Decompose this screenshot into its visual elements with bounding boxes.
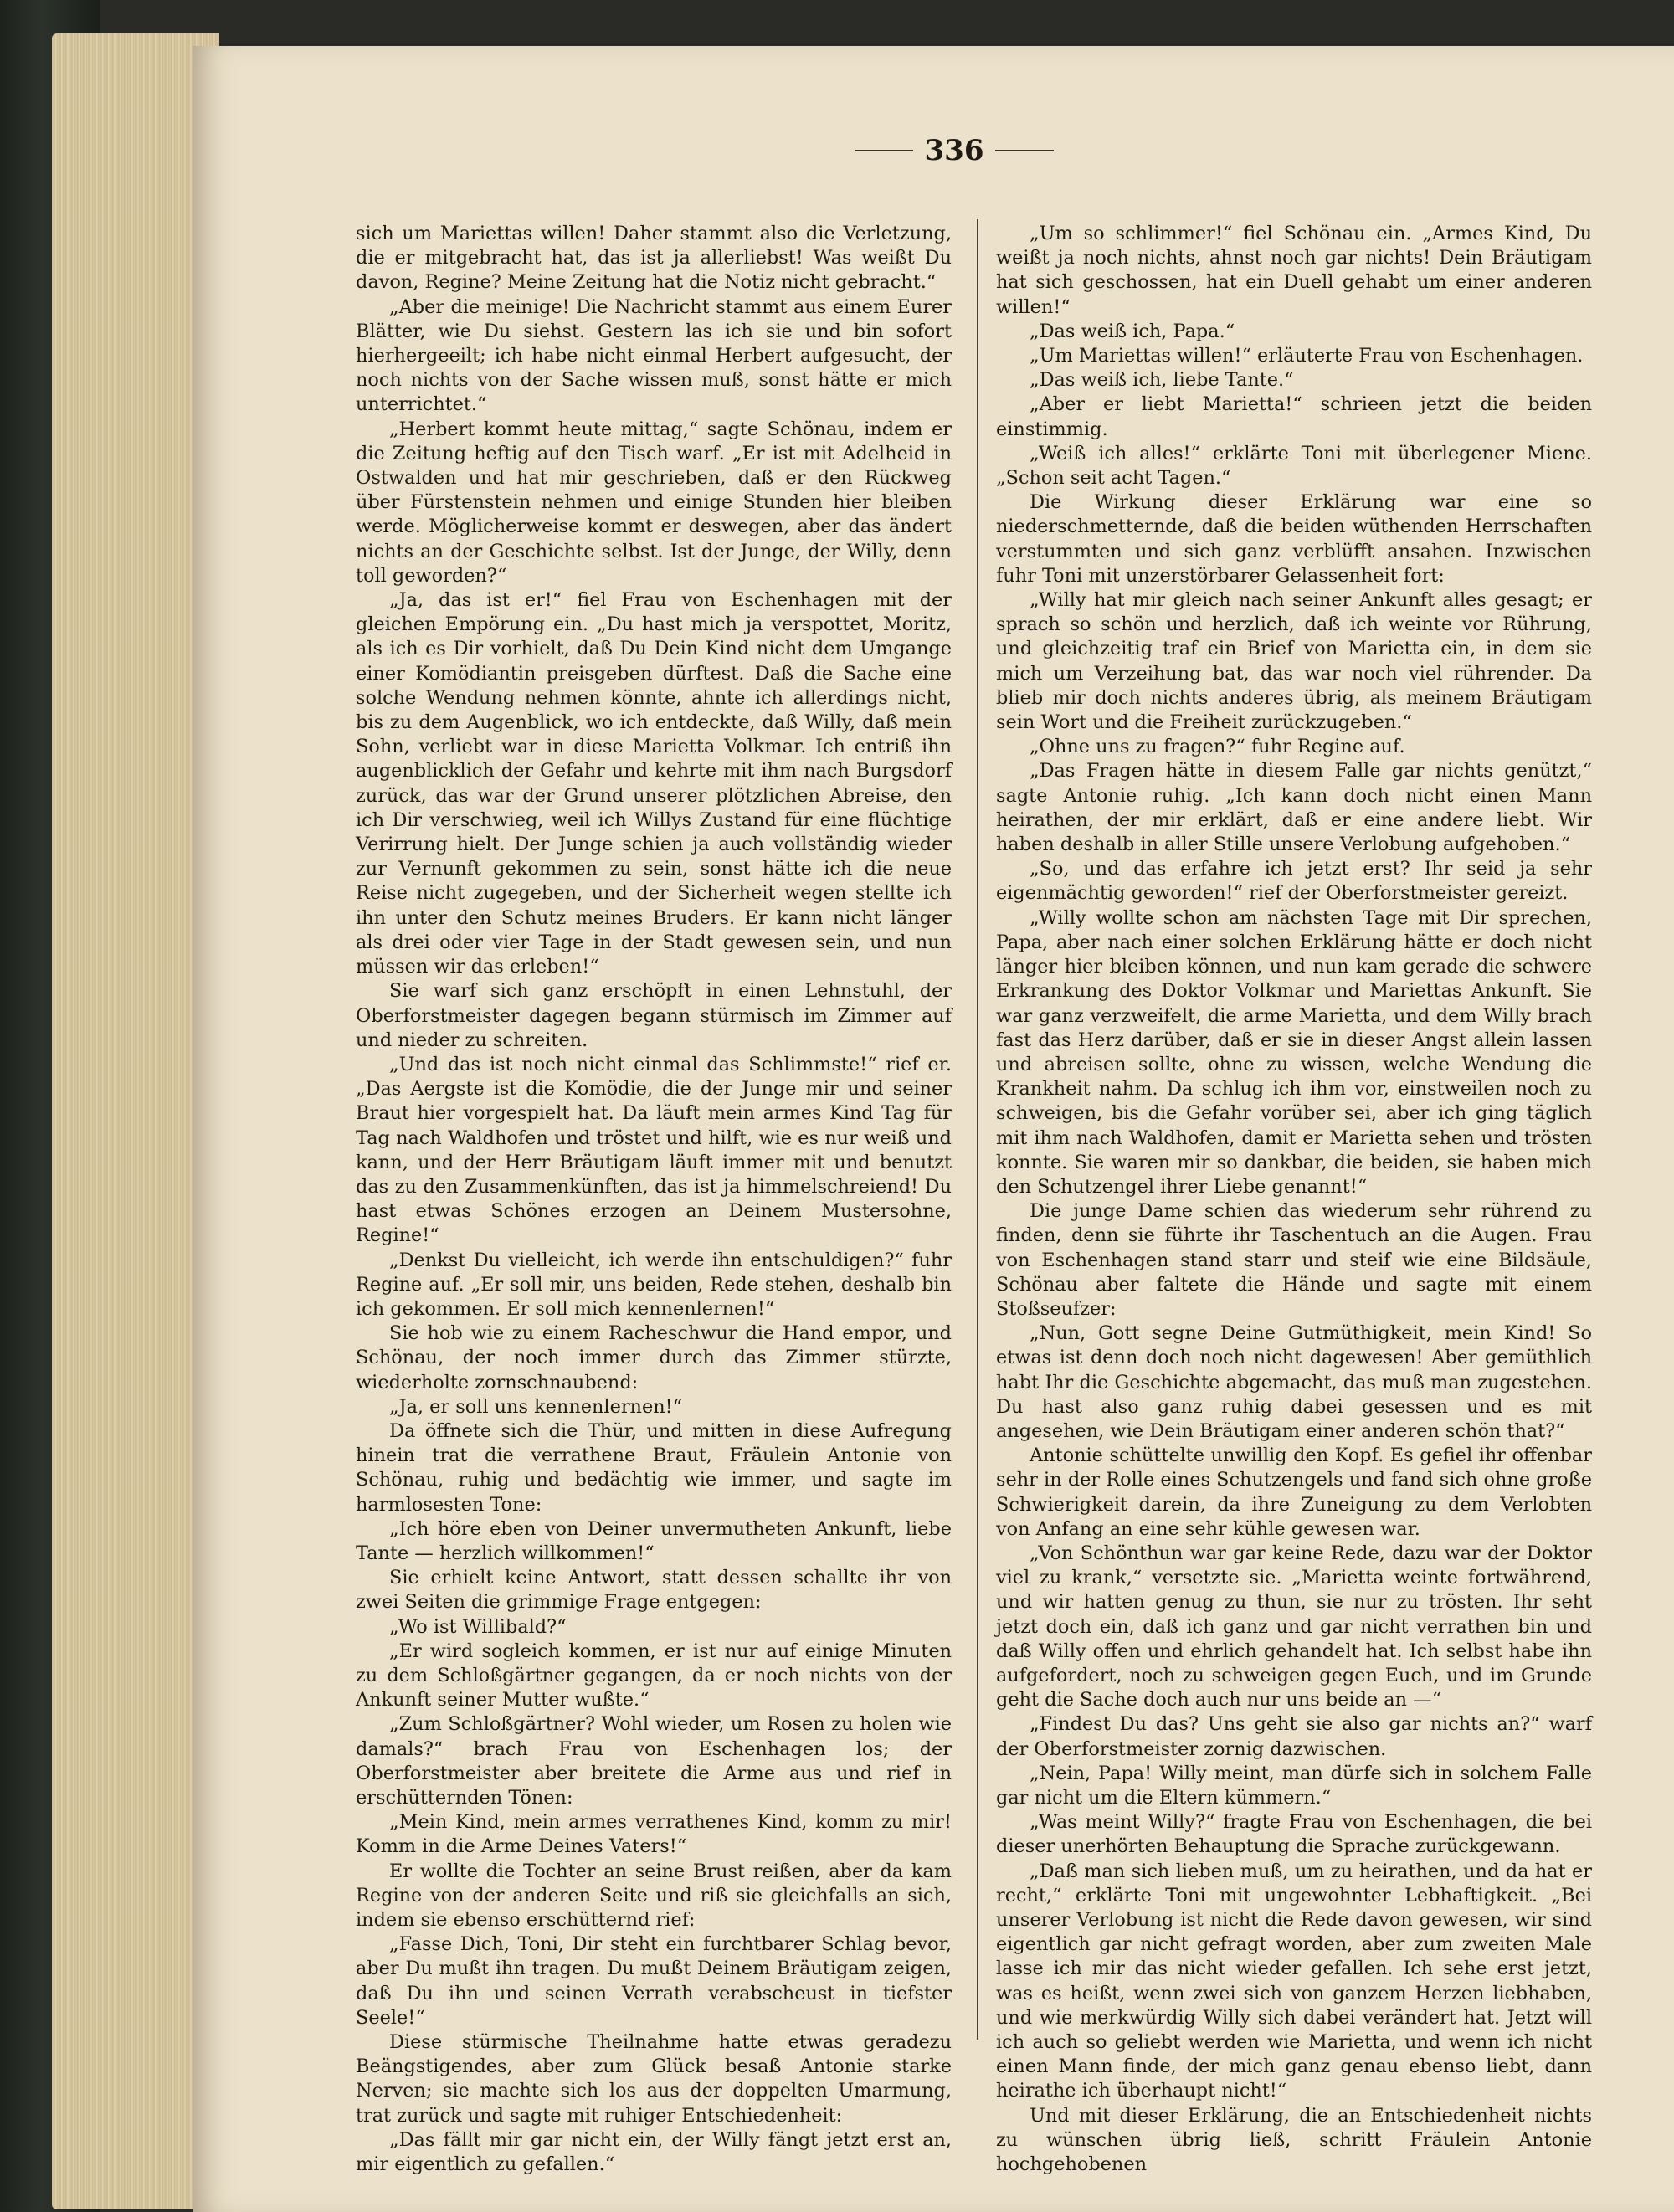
paragraph: Diese stürmische Theilnahme hatte etwas geradezu Beängstigendes, aber zum Glück besaß Antonie starke Nerven; sie machte sich los aus der doppelten Umarmung, trat zurück und sagte mit ruhiger Entschiedenheit: <box>356 2031 952 2127</box>
paragraph: „Ja, das ist er!“ fiel Frau von Eschenhagen mit der gleichen Empörung ein. „Du hast mich ja verspottet, Moritz, als ich es Dir vorhielt, daß Du Dein Kind nicht dem Umgange einer Komödiantin preisgeben dürftest. Daß die Sache eine solche Wendung nehmen könnte, ahnte ich allerdings nicht, bis zu dem Augenblick, wo ich entdeckte, daß Willy, daß mein Sohn, verliebt war in diese Marietta Volkmar. Ich entriß ihn augenblicklich der Gefahr und kehrte mit ihm nach Burgsdorf zurück, das war der Grund unserer plötzlichen Abreise, den ich Dir verschwieg, weil ich Willys Zustand für eine flüchtige Verirrung hielt. Der Junge schien ja auch vollständig wieder zur Vernunft gekommen zu sein, sonst hätte ich die neue Reise nicht zugegeben, und der Sicherheit wegen stellte ich ihn unter den Schutz meines Bruders. Er kann nicht länger als drei oder vier Tage in der Stadt gewesen sein, und nun müssen wir das erleben!“ <box>356 589 952 978</box>
paragraph: Er wollte die Tochter an seine Brust reißen, aber da kam Regine von der anderen Seite und riß sie gleichfalls an sich, indem sie ebenso erschütternd rief: <box>356 1860 952 1932</box>
paragraph: „Das weiß ich, liebe Tante.“ <box>1030 369 1294 392</box>
paragraph: „Willy wollte schon am nächsten Tage mit Dir sprechen, Papa, aber nach einer solchen Erklärung hätte er doch nicht länger hier bleiben können, und nun kam gerade die schwere Erkrankung des Doktor Volkmar und Mariettas Ankunft. Sie war ganz verzweifelt, die arme Marietta, und dem Willy brach fast das Herz darüber, daß er sie in dieser Angst allein lassen und abreisen sollte, ohne zu wissen, welche Wendung die Krankheit nahm. Da schlug ich ihm vor, einstweilen noch zu schweigen, bis die Gefahr vorüber sei, aber ich ging täglich mit ihm nach Waldhofen, damit er Marietta sehen und trösten konnte. Sie waren mir so dankbar, die beiden, sie haben mich den Schutzengel ihrer Liebe genannt!“ <box>996 906 1592 1198</box>
header-rule-right <box>995 150 1054 151</box>
right-column <box>996 222 1592 2177</box>
paragraph: „Fasse Dich, Toni, Dir steht ein furchtbarer Schlag bevor, aber Du mußt ihn tragen. Du mußt Deinem Bräutigam zeigen, daß Du ihn und seinen Verrath verabscheust in tiefster Seele!“ <box>356 1933 952 2029</box>
paragraph: „Was meint Willy?“ fragte Frau von Eschenhagen, die bei dieser unerhörten Behauptung die Sprache zurückgewann. <box>996 1811 1592 1858</box>
paragraph: „Von Schönthun war gar keine Rede, dazu war der Doktor viel zu krank,“ versetzte sie. „Marietta weinte fortwährend, und wir hatten genug zu thun, sie nur zu trösten. Ihr seht jetzt doch ein, daß ich ganz und gar nicht verrathen bin und daß Willy offen und ehrlich gehandelt hat. Ich selbst habe ihn aufgefordert, noch zu schweigen gegen Euch, und im Grunde geht die Sache doch auch nur uns beide an —“ <box>996 1542 1592 1712</box>
paragraph: „Um so schlimmer!“ fiel Schönau ein. „Armes Kind, Du weißt ja noch nichts, ahnst noch gar nichts! Dein Bräutigam hat sich geschossen, hat ein Duell gehabt um einer anderen willen!“ <box>996 223 1592 318</box>
paragraph: Sie warf sich ganz erschöpft in einen Lehnstuhl, der Oberforstmeister dagegen begann stürmisch im Zimmer auf und nieder zu schreiten. <box>356 980 952 1051</box>
page-header <box>837 134 1071 167</box>
paragraph: „Und das ist noch nicht einmal das Schlimmste!“ rief er. „Das Aergste ist die Komödie, die der Junge mir und seiner Braut hier vorgespielt hat. Da läuft mein armes Kind Tag für Tag nach Waldhofen und tröstet und hilft, wie es nur weiß und kann, und der Herr Bräutigam läuft immer mit und benutzt das zu den Zusammenkünften, das ist ja himmelschreiend! Du hast etwas Schönes erzogen an Deinem Mustersohne, Regine!“ <box>356 1053 952 1247</box>
header-rule-left <box>855 150 913 151</box>
page-number: 336 <box>924 134 984 167</box>
paragraph: „Das weiß ich, Papa.“ <box>1030 320 1235 342</box>
paragraph: „Weiß ich alles!“ erklärte Toni mit überlegener Miene. „Schon seit acht Tagen.“ <box>996 442 1592 490</box>
paragraph: „Das fällt mir gar nicht ein, der Willy fängt jetzt erst an, mir eigentlich zu gefallen.“ <box>356 2128 952 2176</box>
paragraph: „Daß man sich lieben muß, um zu heirathen, und da hat er recht,“ erklärte Toni mit ungewohnter Lebhaftigkeit. „Bei unserer Verlobung ist nicht die Rede davon gewesen, wir sind eigentlich gar nicht gefragt worden, aber zum zweiten Male lasse ich mir das nicht wieder gefallen. Ich sehe erst jetzt, was es heißt, wenn zwei sich von ganzem Herzen liebhaben, und wie merkwürdig Willy sich dabei verändert hat. Jetzt will ich auch so geliebt werden wie Marietta, und wenn ich nicht einen Mann finde, der mich ganz genau ebenso liebt, dann heirathe ich überhaupt nicht!“ <box>996 1860 1592 2102</box>
paragraph: „Denkst Du vielleicht, ich werde ihn entschuldigen?“ fuhr Regine auf. „Er soll mir, uns beiden, Rede stehen, deshalb bin ich gekommen. Er soll mich kennenlernen!“ <box>356 1249 952 1320</box>
paragraph: „Das Fragen hätte in diesem Falle gar nichts genützt,“ sagte Antonie ruhig. „Ich kann doch nicht einen Mann heirathen, der mir erklärt, daß er eine andere liebt. Wir haben deshalb in aller Stille unsere Verlobung aufgehoben.“ <box>996 760 1592 856</box>
paragraph: „Um Mariettas willen!“ erläuterte Frau von Eschenhagen. <box>1030 345 1584 367</box>
paragraph: „Ich höre eben von Deiner unvermutheten Ankunft, liebe Tante — herzlich willkommen!“ <box>356 1517 952 1564</box>
paragraph: „Aber er liebt Marietta!“ schrieen jetzt die beiden einstimmig. <box>996 393 1592 440</box>
paragraph: „Ja, er soll uns kennenlernen!“ <box>389 1395 683 1418</box>
paragraph: „Findest Du das? Uns geht sie also gar nichts an?“ warf der Oberforstmeister zornig dazwischen. <box>996 1713 1592 1760</box>
paragraph: Antonie schüttelte unwillig den Kopf. Es gefiel ihr offenbar sehr in der Rolle eines Schutzengels und fand sich ohne große Schwierigkeit darein, da ihre Zuneigung zu dem Verlobten von Anfang an eine sehr kühle gewesen war. <box>996 1445 1592 1540</box>
paragraph: Die junge Dame schien das wiederum sehr rührend zu finden, denn sie führte ihr Taschentuch an die Augen. Frau von Eschenhagen stand starr und steif wie eine Bildsäule, Schönau aber faltete die Hände und sagte mit einem Stoßseufzer: <box>996 1200 1592 1320</box>
paragraph: Da öffnete sich die Thür, und mitten in diese Aufregung hinein trat die verrathene Braut, Fräulein Antonie von Schönau, ruhig und bedächtig wie immer, und sagte im harmlosesten Tone: <box>356 1419 952 1516</box>
paragraph: Und mit dieser Erklärung, die an Entschiedenheit nichts zu wünschen übrig ließ, schritt Fräulein Antonie hochgehobenen <box>996 2104 1592 2176</box>
paragraph: Die Wirkung dieser Erklärung war eine so niederschmetternde, daß die beiden wüthenden Herrschaften verstummten und sich ganz verblüfft ansahen. Inzwischen fuhr Toni mit unzerstörbarer Gelassenheit fort: <box>996 491 1592 587</box>
paragraph: „Ohne uns zu fragen?“ fuhr Regine auf. <box>1030 736 1405 758</box>
left-column <box>356 222 952 2177</box>
column-divider <box>977 219 978 2040</box>
paragraph: „So, und das erfahre ich jetzt erst? Ihr seid ja sehr eigenmächtig geworden!“ rief der Oberforstmeister gereizt. <box>996 858 1592 905</box>
paragraph: „Zum Schloßgärtner? Wohl wieder, um Rosen zu holen wie damals?“ brach Frau von Eschenhagen los; der Oberforstmeister aber breitete die Arme aus und rief in erschütternden Tönen: <box>356 1713 952 1809</box>
paragraph: „Wo ist Willibald?“ <box>389 1615 567 1638</box>
paragraph: „Aber die meinige! Die Nachricht stammt aus einem Eurer Blätter, wie Du siehst. Gestern las ich sie und bin sofort hierhergeeilt; ich habe nicht einmal Herbert aufgesucht, der noch nichts von der Sache wissen muß, sonst hätte er mich unterrichtet.“ <box>356 295 952 416</box>
paragraph: sich um Mariettas willen! Daher stammt also die Verletzung, die er mitgebracht hat, das ist ja allerliebst! Was weißt Du davon, Regine? Meine Zeitung hat die Notiz nicht gebracht.“ <box>356 223 952 294</box>
paragraph: Sie erhielt keine Antwort, statt dessen schallte ihr von zwei Seiten die grimmige Frage entgegen: <box>356 1567 952 1614</box>
paragraph: „Herbert kommt heute mittag,“ sagte Schönau, indem er die Zeitung heftig auf den Tisch warf. „Er ist mit Adelheid in Ostwalden und hat mir geschrieben, daß er den Rückweg über Fürstenstein nehmen und einige Stunden hier bleiben werde. Möglicherweise kommt er deswegen, aber das ändert nichts an der Geschichte selbst. Ist der Junge, der Willy, denn toll geworden?“ <box>356 418 952 587</box>
paragraph: „Willy hat mir gleich nach seiner Ankunft alles gesagt; er sprach so schön und herzlich, daß ich weinte vor Rührung, und gleichzeitig traf ein Brief von Marietta ein, in dem sie mich um Verzeihung bat, das war noch viel rührender. Da blieb mir doch nichts anderes übrig, als meinem Bräutigam sein Wort und die Freiheit zurückzugeben.“ <box>996 589 1592 734</box>
paragraph: „Nun, Gott segne Deine Gutmüthigkeit, mein Kind! So etwas ist denn doch noch nicht dagewesen! Aber gemüthlich habt Ihr die Geschichte abgemacht, das muß man zugestehen. Du hast also ganz ruhig dabei gesessen und es mit angesehen, wie Dein Bräutigam einer anderen schön that?“ <box>996 1322 1592 1442</box>
paragraph: „Er wird sogleich kommen, er ist nur auf einige Minuten zu dem Schloßgärtner gegangen, da er noch nichts von der Ankunft seiner Mutter wußte.“ <box>356 1640 952 1712</box>
paragraph: Sie hob wie zu einem Racheschwur die Hand empor, und Schönau, der noch immer durch das Zimmer stürzte, wiederholte zornschnaubend: <box>356 1322 952 1393</box>
paragraph: „Nein, Papa! Willy meint, man dürfe sich in solchem Falle gar nicht um die Eltern kümmern.“ <box>996 1762 1592 1809</box>
paragraph: „Mein Kind, mein armes verrathenes Kind, komm zu mir! Komm in die Arme Deines Vaters!“ <box>356 1811 952 1858</box>
